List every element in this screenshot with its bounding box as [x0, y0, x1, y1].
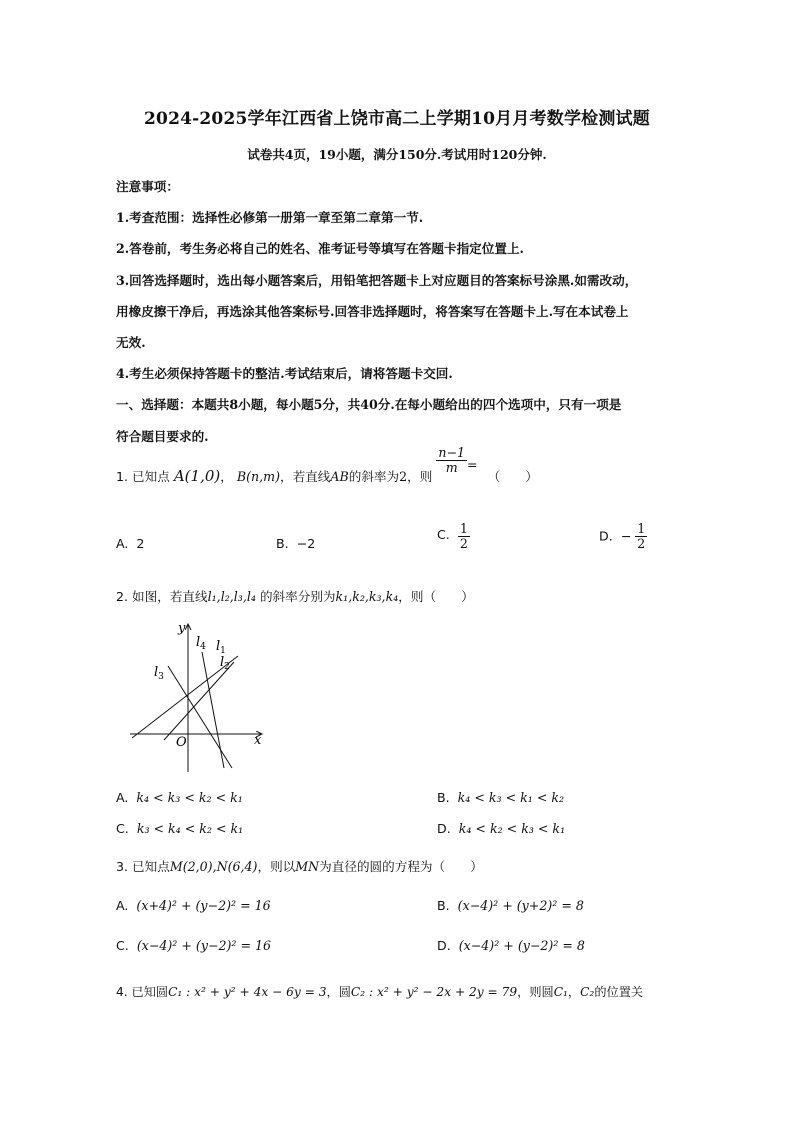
- q3-text-1: 已知点: [132, 859, 170, 874]
- y-axis-label: y: [178, 621, 186, 636]
- section-heading-2: 符合题目要求的.: [116, 429, 209, 444]
- q3-option-a[interactable]: [116, 898, 271, 913]
- option-label: C.: [116, 938, 129, 953]
- answer-blank: （ ）: [487, 469, 538, 484]
- circle-c2: C₂ : x² + y² − 2x + 2y = 79: [350, 985, 518, 999]
- point-a: A(1,0): [173, 467, 221, 485]
- option-value: 2: [136, 536, 145, 551]
- q2-option-b[interactable]: [437, 790, 564, 805]
- q2-text-1: 如图，若直线: [132, 589, 208, 604]
- q4-text-1: 已知圆: [131, 985, 169, 999]
- q1-option-b[interactable]: [276, 536, 315, 551]
- exam-title: 2024-2025学年江西省上饶市高二上学期10月月考数学检测试题: [144, 109, 650, 129]
- option-sign: −: [620, 528, 632, 544]
- q4-text-5: 的位置关: [594, 985, 644, 999]
- q3-option-c[interactable]: [116, 938, 271, 953]
- q3-text-3: 为直径的圆的方程为（ ）: [319, 859, 483, 874]
- option-label: B.: [437, 898, 450, 913]
- option-value: −2: [296, 536, 316, 551]
- fraction-denominator: 2: [637, 536, 646, 552]
- q1-equals: =: [467, 457, 478, 472]
- lines-figure: [116, 616, 276, 786]
- q1-option-d[interactable]: [599, 522, 647, 552]
- origin-label: O: [176, 735, 187, 750]
- notice-item-3a: 3.回答选择题时，选出每小题答案后，用铅笔把答题卡上对应题目的答案标号涂黑.如需改动，: [116, 273, 638, 288]
- line-l2: [164, 662, 234, 740]
- l4-label: $l_4$: [196, 635, 206, 652]
- option-label: C.: [437, 527, 450, 543]
- fraction-numerator: 1: [459, 521, 468, 536]
- option-value: k₄ < k₃ < k₂ < k₁: [136, 790, 243, 805]
- q2-text-2: 的斜率分别为: [259, 589, 336, 604]
- question-1: [116, 444, 538, 485]
- q1-text-2: ，若直线: [280, 469, 331, 484]
- x-axis-label: x: [254, 733, 262, 748]
- l1-label: $l_1$: [216, 639, 226, 656]
- point-b: B(n,m): [236, 469, 280, 484]
- q2-text-3: ，则（ ）: [398, 589, 474, 604]
- q1-fraction-denominator: m: [445, 460, 458, 475]
- notice-item-3c: 无效.: [116, 335, 146, 350]
- q3-points: M(2,0),N(6,4): [169, 859, 258, 874]
- notice-item-1: 1.考查范围：选择性必修第一册第一章至第二章第一节.: [116, 210, 424, 225]
- q1-fraction: [436, 446, 467, 476]
- line-ab: AB: [330, 469, 349, 484]
- q1-text-3: 的斜率为: [348, 469, 400, 484]
- notice-item-2: 2.答卷前，考生务必将自己的姓名、准考证号等填写在答题卡指定位置上.: [116, 241, 524, 256]
- q4-text-2: ，圆: [326, 985, 351, 999]
- notice-item-3b: 用橡皮擦干净后，再选涂其他答案标号.回答非选择题时，将答案写在答题卡上.写在本试卷上: [116, 304, 629, 319]
- option-fraction: [635, 522, 647, 552]
- exam-subtitle: 试卷共4页，19小题，满分150分.考试用时120分钟.: [247, 147, 547, 162]
- question-4: [116, 983, 643, 1000]
- l3-label: $l_3$: [154, 665, 164, 682]
- option-label: B.: [437, 790, 450, 805]
- question-number: 1.: [116, 469, 129, 484]
- q3-segment: MN: [295, 859, 320, 874]
- q1-fraction-numerator: n−1: [438, 444, 466, 460]
- fraction-denominator: 2: [459, 536, 468, 552]
- circle-c1: C₁ : x² + y² + 4x − 6y = 3: [168, 985, 327, 999]
- question-number: 2.: [116, 589, 129, 604]
- section-heading-1: 一、选择题：本题共8小题，每小题5分，共40分.在每小题给出的四个选项中，只有一项是: [116, 397, 622, 412]
- option-value: (x−4)² + (y−2)² = 8: [458, 938, 585, 953]
- question-number: 4.: [116, 985, 128, 999]
- q3-option-b[interactable]: [437, 898, 584, 913]
- q3-option-d[interactable]: [437, 938, 585, 953]
- q2-lines: l₁,l₂,l₃,l₄: [207, 589, 256, 604]
- option-fraction: [458, 522, 470, 552]
- fraction-numerator: 1: [637, 521, 646, 536]
- option-label: D.: [437, 938, 451, 953]
- q1-option-a[interactable]: [116, 536, 144, 551]
- q1-text-4: ，则: [407, 469, 433, 484]
- question-2: [116, 586, 474, 605]
- circle-c1-ref: C₁: [553, 985, 568, 999]
- q2-option-c[interactable]: [116, 821, 243, 836]
- q1-text-1: 已知点: [132, 469, 170, 484]
- notice-item-4: 4.考生必须保持答题卡的整洁.考试结束后，请将答题卡交回.: [116, 366, 453, 381]
- q4-text-3: ，则圆: [517, 985, 554, 999]
- q2-slopes: k₁,k₂,k₃,k₄: [335, 589, 399, 604]
- option-value: k₃ < k₄ < k₂ < k₁: [136, 821, 244, 836]
- option-label: A.: [116, 898, 129, 913]
- option-value: (x−4)² + (y−2)² = 16: [136, 938, 272, 953]
- option-label: D.: [599, 528, 613, 544]
- option-value: (x+4)² + (y−2)² = 16: [136, 898, 271, 913]
- q1-sep: ，: [220, 469, 233, 484]
- option-label: C.: [116, 821, 129, 836]
- option-label: A.: [116, 536, 129, 551]
- q3-text-2: ，则以: [257, 859, 296, 874]
- option-label: D.: [437, 821, 451, 836]
- question-number: 3.: [116, 859, 129, 874]
- slope-value: 2: [399, 469, 408, 484]
- question-3: [116, 856, 483, 875]
- option-value: k₄ < k₃ < k₁ < k₂: [457, 790, 565, 805]
- q1-option-c[interactable]: [437, 522, 470, 552]
- q2-option-a[interactable]: [116, 790, 243, 805]
- circle-c2-ref: C₂: [580, 985, 595, 999]
- q2-option-d[interactable]: [437, 821, 565, 836]
- line-l3: [168, 666, 232, 768]
- option-label: A.: [116, 790, 129, 805]
- q4-text-4: ，: [567, 985, 581, 999]
- l2-label: $l_2$: [220, 655, 230, 672]
- option-value: (x−4)² + (y+2)² = 8: [457, 898, 584, 913]
- option-value: k₄ < k₂ < k₃ < k₁: [458, 821, 566, 836]
- notice-heading: 注意事项：: [116, 179, 179, 194]
- option-label: B.: [276, 536, 289, 551]
